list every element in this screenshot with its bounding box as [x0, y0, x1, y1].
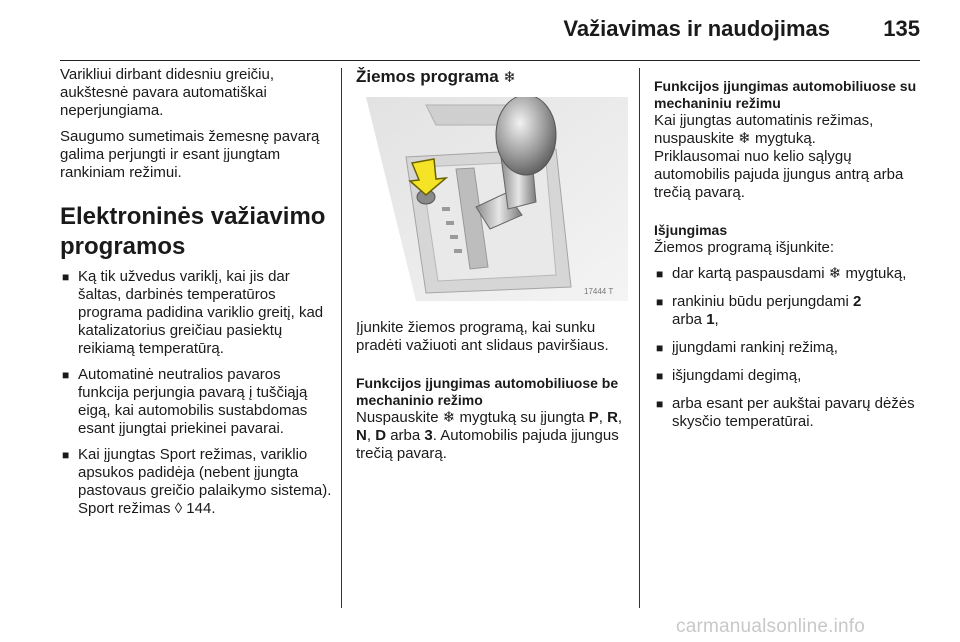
text: mygtuką su įjungta — [459, 409, 585, 426]
paragraph: Įjunkite žiemos programą, kai sunku pradėti važiuoti ant slidaus paviršiaus. — [356, 319, 609, 354]
text: arba — [672, 311, 703, 328]
snowflake-icon: ❄ — [828, 265, 842, 282]
section-heading-text: Žiemos programa — [356, 67, 499, 86]
text: , — [714, 311, 719, 328]
column-1 — [60, 66, 332, 526]
text: dar kartą paspausdami — [672, 265, 825, 282]
page-ref-icon: ◊ — [174, 500, 183, 517]
list-item-text: Kai įjungtas Sport režimas, variklio apsukos padidėja (nebent įjungta pastovaus greičio palaikymo sistema). Sport režimas — [78, 446, 332, 517]
snowflake-icon: ❄ — [738, 130, 751, 147]
list-item — [654, 265, 926, 283]
column-divider-2 — [639, 68, 640, 608]
snowflake-icon: ❄ — [503, 69, 516, 86]
figure-code: 17444 T — [584, 287, 614, 296]
header-title: Važiavimas ir naudojimas — [563, 16, 830, 41]
separator: , — [598, 409, 608, 426]
gear-2: 2 — [852, 293, 862, 310]
text: mygtuką, — [845, 265, 907, 282]
gear-selector-drawing — [356, 97, 628, 301]
gear-3: 3 — [424, 427, 433, 444]
text: Nuspauskite — [356, 409, 439, 426]
paragraph: Žiemos programą išjunkite: — [654, 239, 835, 256]
column-divider-1 — [341, 68, 342, 608]
snowflake-icon: ❄ — [442, 409, 456, 426]
gear-1: 1 — [706, 311, 715, 328]
text: rankiniu būdu perjungdami — [672, 293, 849, 310]
paragraph — [654, 112, 926, 202]
bullet-list — [60, 268, 332, 518]
subheading: Funkcijos įjungimas automobiliuose su mechaniniu režimu — [654, 78, 917, 111]
list-item: ■ arba esant per aukštai pavarų dėžės skysčio temperatūrai. — [654, 395, 926, 431]
list-item — [60, 446, 332, 518]
page-number: 135 — [883, 16, 920, 41]
list-item: ■ Automatinė neutralios pavaros funkcija perjungia pavarą į tuščiąją eigą, kai automobilis sustabdomas esant įjungtai priekinei pavarai. — [60, 366, 332, 438]
bullet-list — [654, 265, 926, 431]
subheading-off: Išjungimas — [654, 222, 728, 238]
text: Priklausomai nuo kelio sąlygų automobilis pajuda įjungus antrą arba trečią pavarą. — [654, 148, 904, 201]
text: mygtuką. — [754, 130, 816, 147]
section-heading — [356, 66, 628, 89]
subheading: Funkcijos įjungimas automobiliuose be mechaninio režimo — [356, 375, 619, 408]
list-item: ■ išjungdami degimą, — [654, 367, 926, 385]
paragraph: Saugumo sumetimais žemesnę pavarą galima perjungti ir esant įjungtam rankiniam režimui. — [60, 128, 320, 181]
column-2 — [356, 66, 628, 471]
gear-p: P — [588, 409, 599, 426]
gear-n: N — [356, 427, 367, 444]
column-3 — [654, 66, 926, 441]
page-ref-number: 144. — [186, 500, 216, 517]
text: Kai įjungtas automatinis režimas, nuspauskite — [654, 112, 874, 147]
section-heading: Elektroninės važiavimo programos — [60, 203, 326, 260]
paragraph: Varikliui dirbant didesniu greičiu, aukštesnė pavara automatiškai neperjungiama. — [60, 66, 274, 119]
text: arba — [390, 427, 421, 444]
text: . Automobilis pajuda įjungus trečią pavarą. — [356, 427, 619, 462]
list-item: ■ įjungdami rankinį režimą, — [654, 339, 926, 357]
gear-d: D — [375, 427, 387, 444]
watermark: carmanualsonline.info — [676, 616, 866, 637]
page-header — [60, 0, 920, 61]
list-item — [654, 293, 926, 329]
separator: , — [617, 409, 623, 426]
separator: , — [366, 427, 376, 444]
gear-selector-illustration — [356, 97, 628, 301]
gear-r: R — [607, 409, 618, 426]
list-item: ■ Ką tik užvedus variklį, kai jis dar šaltas, darbinės temperatūros programa padidina variklio greitį, kad katalizatorius greičiau pasiektų reikiamą temperatūrą. — [60, 268, 332, 358]
paragraph — [356, 409, 628, 463]
